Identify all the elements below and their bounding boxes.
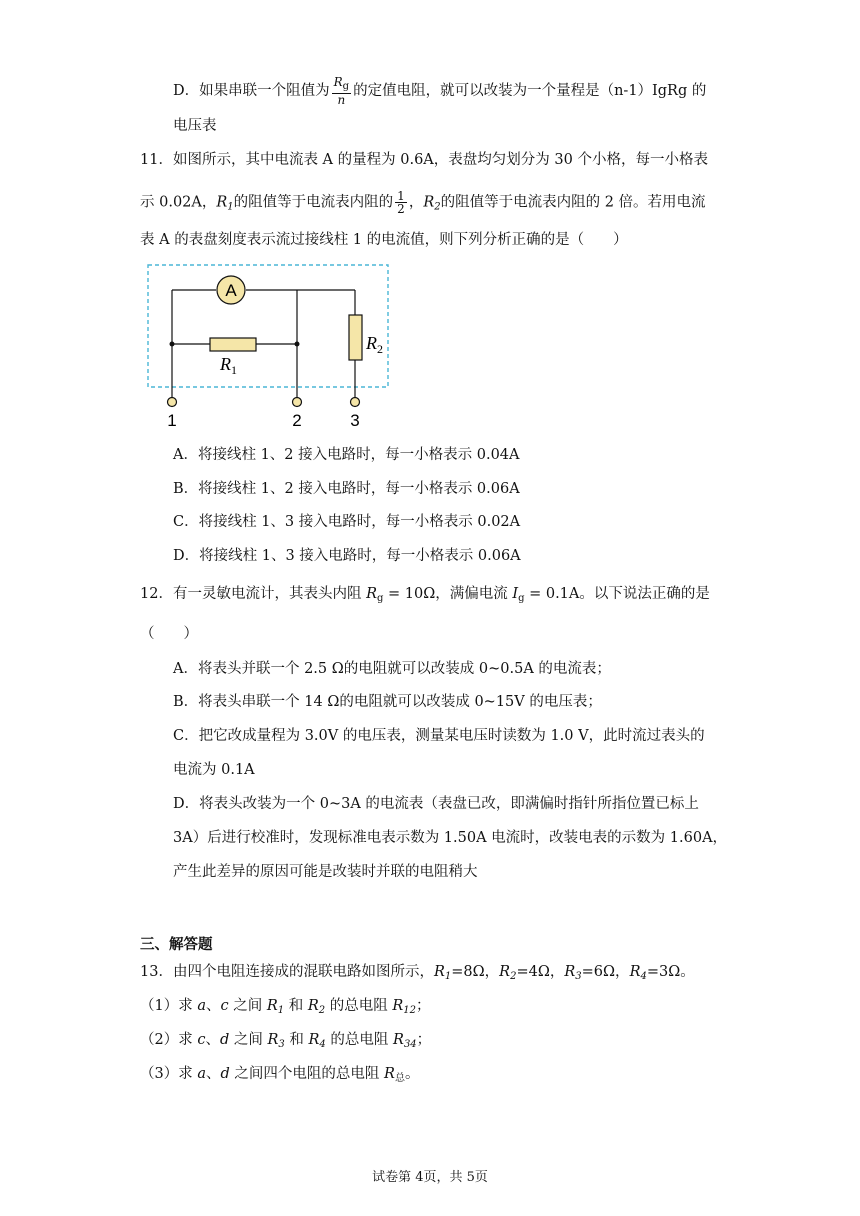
q12-option-d-line3: 产生此差异的原因可能是改装时并联的电阻稍大 (173, 864, 478, 880)
q11-circuit-diagram (140, 262, 400, 432)
q11-stem-line2: 示 0.02A，$R_1$的阻值等于电流表内阻的 $\frac{1}{2}$ ，$R_2$的阻值等于电流表内阻的 2 倍。若用电流 (140, 189, 706, 216)
q12-stem-line2: （ ） (140, 626, 198, 642)
fraction-rg-over-n: $\frac{R_g}{n}$ (333, 75, 350, 107)
q13-part-3: （3）求 a、d 之间四个电阻的总电阻 $R_总$。 (140, 1066, 420, 1084)
q11-stem-line1: 11．如图所示，其中电流表 A 的量程为 0.6A，表盘均匀划分为 30 个小格，每一小格表 (140, 152, 708, 168)
page-footer: 试卷第 4页，共 5页 (372, 1170, 488, 1185)
q11-option-d: D．将接线柱 1、3 接入电路时，每一小格表示 0.06A (173, 548, 521, 564)
q12-stem-line1: 12．有一灵敏电流计，其表头内阻 $R_g = 10\Omega$，满偏电流 $I_g = 0.1A$。以下说法正确的是 (140, 586, 710, 604)
r2-label: $R_2$ (366, 333, 383, 356)
q12-option-d: D．将表头改装为一个 0~3A 的电流表（表盘已改，即满偏时指针所指位置已标上 (173, 796, 699, 812)
terminal-2-label: 2 (292, 411, 302, 430)
q11-option-c: C．将接线柱 1、3 接入电路时，每一小格表示 0.02A (173, 514, 521, 530)
q11-option-b: B．将接线柱 1、2 接入电路时，每一小格表示 0.06A (173, 481, 520, 497)
q13-part-1: （1）求 a、c 之间 $R_1$ 和 $R_2$ 的总电阻 $R_{12}$； (140, 998, 431, 1016)
q13-stem: 13．由四个电阻连接成的混联电路如图所示，$R_1=8\Omega$，$R_2=4\Omega$，$R_3=6\Omega$，$R_4=3\Omega$。 (140, 964, 695, 982)
terminal-3 (351, 398, 360, 407)
resistor-r1 (210, 338, 256, 351)
q10-option-d: D．如果串联一个阻值为 $\frac{R_g}{n}$ 的定值电阻，就可以改装为一个量程是（n-1）IgRg 的 (173, 75, 707, 107)
ammeter-label: A (225, 281, 237, 300)
section-heading: 三、解答题 (140, 937, 213, 953)
fraction-one-half: $\frac{1}{2}$ (397, 189, 405, 216)
resistor-r2 (349, 315, 362, 360)
terminal-1 (168, 398, 177, 407)
q10-optd-text: D．如果串联一个阻值为 (173, 83, 330, 99)
terminal-2 (293, 398, 302, 407)
q11-stem-line3: 表 A 的表盘刻度表示流过接线柱 1 的电流值，则下列分析正确的是（ ） (140, 232, 628, 248)
q12-option-c: C．把它改成量程为 3.0V 的电压表，测量某电压时读数为 1.0 V，此时流过表头的 (173, 728, 705, 744)
q11-option-a: A．将接线柱 1、2 接入电路时，每一小格表示 0.04A (173, 447, 520, 463)
terminal-1-label: 1 (167, 411, 177, 430)
q13-part-2: （2）求 c、d 之间 $R_3$ 和 $R_4$ 的总电阻 $R_{34}$； (140, 1032, 432, 1050)
q12-option-c-line2: 电流为 0.1A (173, 762, 255, 778)
q12-option-b: B．将表头串联一个 14 Ω的电阻就可以改装成 0~15V 的电压表； (173, 694, 602, 710)
terminal-3-label: 3 (350, 411, 360, 430)
r1-label: $R_1$ (220, 354, 237, 377)
q10-option-d-line2: 电压表 (173, 118, 217, 134)
q12-option-d-line2: 3A）后进行校准时，发现标准电表示数为 1.50A 电流时，改装电表的示数为 1.60A， (173, 830, 728, 846)
q12-option-a: A．将表头并联一个 2.5 Ω的电阻就可以改装成 0~0.5A 的电流表； (173, 661, 611, 677)
